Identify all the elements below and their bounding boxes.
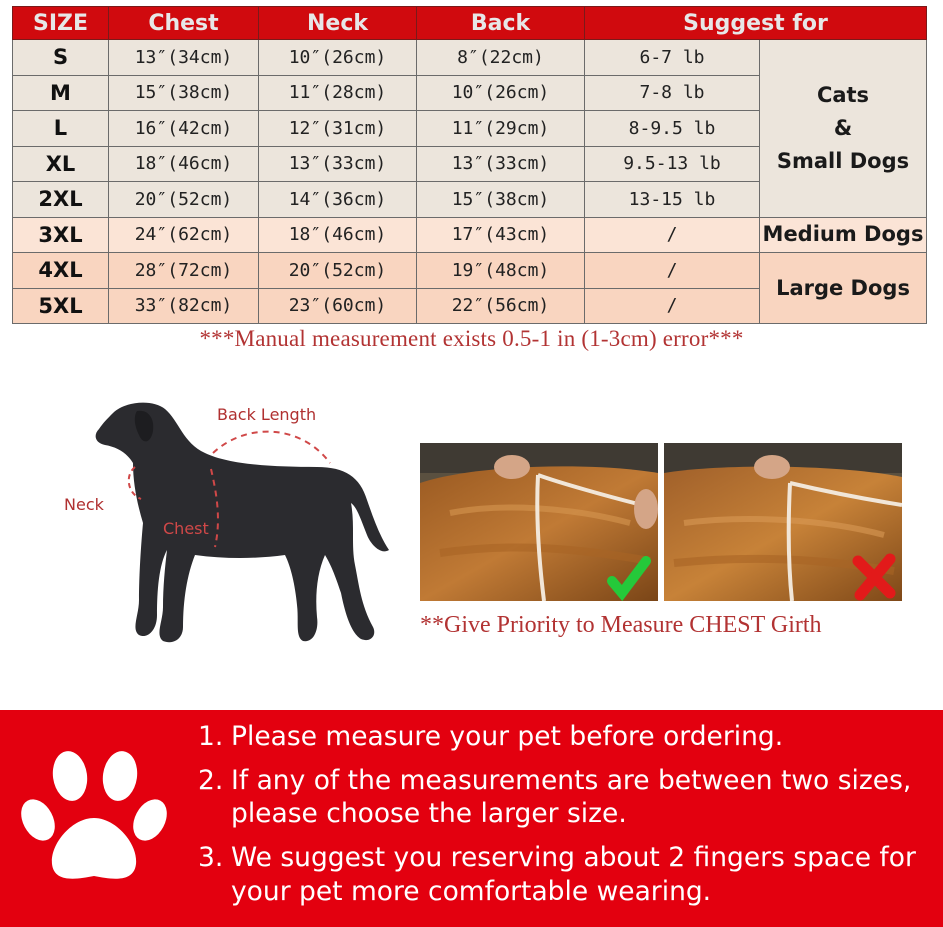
weight-cell: 7-8 lb xyxy=(585,75,760,111)
table-row xyxy=(13,253,927,289)
back-cell: 13″(33cm) xyxy=(417,146,585,182)
notice-text: We suggest you reserving about 2 fingers space for your pet more comfortable wearing. xyxy=(231,841,916,907)
chest-cell: 20″(52cm) xyxy=(109,182,259,218)
back-cell: 11″(29cm) xyxy=(417,111,585,147)
notice-text: If any of the measurements are between two sizes, please choose the larger size. xyxy=(231,764,912,830)
notice-number: 1. xyxy=(198,721,224,752)
weight-cell: 6-7 lb xyxy=(585,40,760,76)
suggest-large-dogs: Large Dogs xyxy=(760,253,927,324)
header-size: SIZE xyxy=(13,7,109,40)
notice-item xyxy=(198,720,933,754)
neck-cell: 20″(52cm) xyxy=(259,253,417,289)
back-length-label: Back Length xyxy=(217,405,317,424)
chest-cell: 33″(82cm) xyxy=(109,288,259,324)
back-cell: 10″(26cm) xyxy=(417,75,585,111)
suggest-cats-label: Cats xyxy=(816,83,870,108)
notice-list xyxy=(198,720,933,918)
neck-cell: 18″(46cm) xyxy=(259,217,417,253)
correct-measure-photo xyxy=(420,443,658,601)
notice-item xyxy=(198,764,933,831)
neck-label: Neck xyxy=(64,495,104,514)
notice-item xyxy=(198,841,933,908)
weight-cell: 13-15 lb xyxy=(585,182,760,218)
manual-measurement-note: ***Manual measurement exists 0.5-1 in (1-3cm) error*** xyxy=(199,326,744,351)
notice-banner xyxy=(0,710,943,927)
size-cell: L xyxy=(13,111,109,147)
chest-cell: 16″(42cm) xyxy=(109,111,259,147)
header-neck: Neck xyxy=(259,7,417,40)
suggest-ampersand: & xyxy=(833,115,853,140)
back-cell: 22″(56cm) xyxy=(417,288,585,324)
suggest-cats-small-dogs xyxy=(760,40,927,218)
chest-girth-tip: **Give Priority to Measure CHEST Girth xyxy=(420,612,822,638)
size-cell: 2XL xyxy=(13,182,109,218)
size-chart-header-row xyxy=(13,7,927,40)
weight-cell: / xyxy=(585,288,760,324)
size-chart-table xyxy=(12,6,927,324)
suggest-medium-dogs: Medium Dogs xyxy=(760,217,927,253)
size-cell: M xyxy=(13,75,109,111)
weight-cell: / xyxy=(585,217,760,253)
header-suggest-for: Suggest for xyxy=(585,7,927,40)
paw-print-icon xyxy=(18,740,170,892)
notice-number: 3. xyxy=(198,841,224,873)
table-row xyxy=(13,217,927,253)
chest-cell: 13″(34cm) xyxy=(109,40,259,76)
size-cell: XL xyxy=(13,146,109,182)
chest-cell: 24″(62cm) xyxy=(109,217,259,253)
chest-label: Chest xyxy=(163,519,209,538)
back-cell: 17″(43cm) xyxy=(417,217,585,253)
neck-cell: 12″(31cm) xyxy=(259,111,417,147)
table-row xyxy=(13,40,927,76)
notice-number: 2. xyxy=(198,764,224,796)
back-cell: 8″(22cm) xyxy=(417,40,585,76)
chest-cell: 15″(38cm) xyxy=(109,75,259,111)
chest-cell: 18″(46cm) xyxy=(109,146,259,182)
back-cell: 19″(48cm) xyxy=(417,253,585,289)
size-cell: S xyxy=(13,40,109,76)
back-cell: 15″(38cm) xyxy=(417,182,585,218)
weight-cell: 8-9.5 lb xyxy=(585,111,760,147)
neck-cell: 14″(36cm) xyxy=(259,182,417,218)
notice-text: Please measure your pet before ordering. xyxy=(231,721,784,752)
dog-measurement-diagram xyxy=(55,395,400,657)
size-cell: 3XL xyxy=(13,217,109,253)
neck-cell: 11″(28cm) xyxy=(259,75,417,111)
weight-cell: / xyxy=(585,253,760,289)
chest-cell: 28″(72cm) xyxy=(109,253,259,289)
header-chest: Chest xyxy=(109,7,259,40)
weight-cell: 9.5-13 lb xyxy=(585,146,760,182)
size-cell: 5XL xyxy=(13,288,109,324)
neck-cell: 23″(60cm) xyxy=(259,288,417,324)
wrong-measure-photo xyxy=(664,443,902,601)
neck-cell: 10″(26cm) xyxy=(259,40,417,76)
header-back: Back xyxy=(417,7,585,40)
size-cell: 4XL xyxy=(13,253,109,289)
neck-cell: 13″(33cm) xyxy=(259,146,417,182)
dog-silhouette-icon xyxy=(55,395,400,657)
suggest-small-dogs-label: Small Dogs xyxy=(776,148,910,173)
